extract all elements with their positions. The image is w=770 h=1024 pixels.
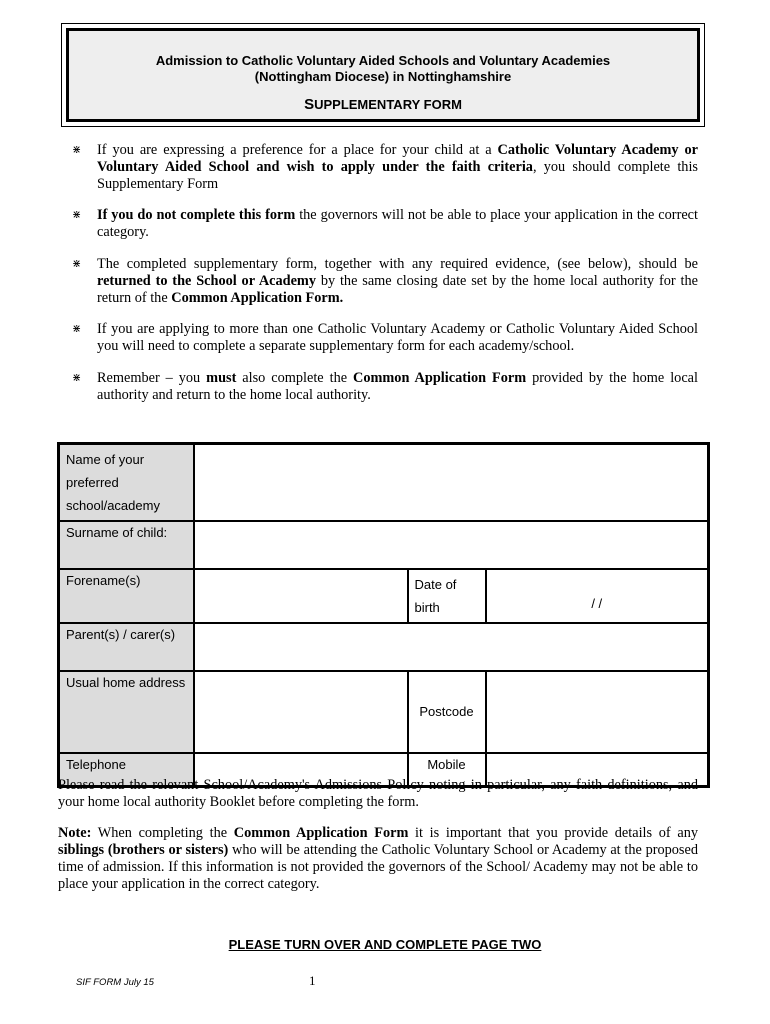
parent-field[interactable] [194,623,709,671]
emphasis: Common Application Form [353,369,527,386]
postcode-label: Postcode [408,671,486,753]
text: it is important that you provide details of any [408,825,698,841]
emphasis: Common Application Form. [171,289,344,306]
school-label: Name of your preferred school/academy [59,444,194,522]
text: by the same closing date set by the home local authority for the return of the [97,272,698,306]
emphasis: Catholic Voluntary Academy or Voluntary Aided School and wish to apply under the faith criteria [97,142,699,175]
title-line-1: Admission to Catholic Voluntary Aided Schools and Voluntary Academies [155,53,611,68]
subtitle-initial: S [304,96,315,113]
bullet-icon: ⋇ [72,256,82,270]
form-subtitle [69,96,697,113]
text: When completing the [91,825,234,841]
read-policy-paragraph: Please read the relevant School/Academy's Admissions Policy noting in particular, any faith definitions, and your home local authority Booklet before completing the form. [58,777,698,810]
surname-label: Surname of child: [59,521,194,569]
emphasis: returned to the School or Academy [97,272,316,289]
emphasis: Common Application Form [233,825,409,841]
text: provided by the home local authority and return to the home local authority. [97,369,698,403]
text: Remember – you [97,369,207,386]
text: The completed supplementary form, together with any required evidence, (see below), should be [97,255,698,272]
emphasis: siblings (brothers or sisters) [58,842,229,858]
forename-field[interactable] [194,569,408,623]
header-inner [66,28,700,122]
header-box [61,23,705,127]
bullet-icon: ⋇ [72,143,82,156]
application-details-table [57,442,710,788]
address-label: Usual home address [59,671,194,753]
form-title [69,53,697,85]
form-id: SIF FORM July 15 [76,977,154,988]
text: the governors will not be able to place your application in the correct category. [97,207,698,241]
title-line-2: (Nottingham Diocese) in Nottinghamshire [254,69,512,84]
bullet-icon: ⋇ [72,208,82,222]
text: who will be attending the Catholic Voluntary School or Academy at the proposed time of admission. If this information is not provided the governors of the School/ Academy may not be able to place your application in the correct category. [58,842,698,892]
bullet-icon: ⋇ [72,370,82,384]
text: also complete the [236,369,354,386]
forename-label: Forename(s) [59,569,194,623]
dob-label: Date of birth [408,569,486,623]
page-number: 1 [309,973,316,988]
telephone-label: Telephone [59,753,194,786]
instruction-item [72,142,698,192]
instruction-item [72,207,698,241]
parent-label: Parent(s) / carer(s) [59,623,194,671]
text: If you are applying to more than one Catholic Voluntary Academy or Catholic Voluntary Aided School you will need to complete a separate supplementary form for each academy/school. [97,321,698,355]
surname-field[interactable] [194,521,709,569]
text: If you are expressing a preference for a place for your child at a [97,142,498,158]
note-label: Note: [58,825,92,841]
instruction-item [72,321,698,355]
school-field[interactable] [194,444,709,522]
turn-over-instruction: PLEASE TURN OVER AND COMPLETE PAGE TWO [228,937,542,952]
postcode-field[interactable] [486,671,709,753]
emphasis: If you do not complete this form [97,207,296,224]
mobile-label: Mobile [408,753,486,786]
instruction-item [72,256,698,306]
instruction-item [72,370,698,404]
dob-field[interactable]: / / [486,569,709,623]
emphasis: must [206,369,237,386]
note-paragraph [58,825,698,893]
subtitle-rest: UPPLEMENTARY FORM [314,97,462,112]
text: , you should complete this Supplementary Form [97,158,698,192]
address-field[interactable] [194,671,408,753]
bullet-icon: ⋇ [72,322,82,336]
instructions-list [72,142,698,419]
